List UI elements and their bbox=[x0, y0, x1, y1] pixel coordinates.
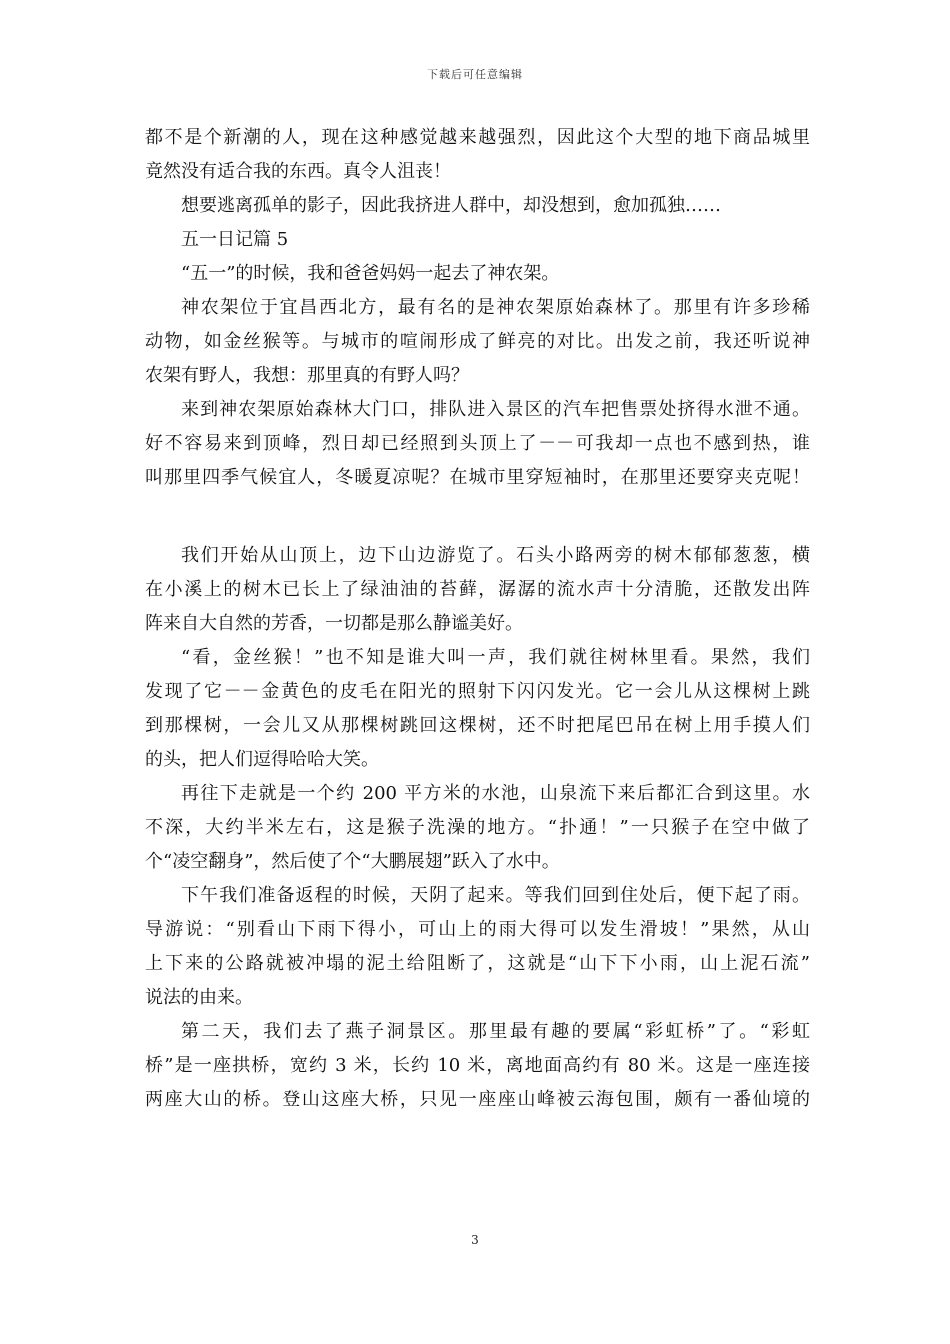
text-line: 不深，大约半米左右，这是猴子洗澡的地方。“扑通！”一只猴子在空中做了 bbox=[145, 817, 810, 838]
text-line: 动物，如金丝猴等。与城市的喧闹形成了鲜亮的对比。出发之前，我还听说神 bbox=[145, 331, 810, 352]
text-line: 在小溪上的树木已长上了绿油油的苔藓，潺潺的流水声十分清脆，还散发出阵 bbox=[145, 579, 810, 600]
text-line: 两座大山的桥。登山这座大桥，只见一座座山峰被云海包围，颇有一番仙境的 bbox=[145, 1089, 810, 1110]
text-line: 都不是个新潮的人，现在这种感觉越来越强烈，因此这个大型的地下商品城里 bbox=[145, 127, 810, 148]
text-line: “五一”的时候，我和爸爸妈妈一起去了神农架。 bbox=[181, 263, 560, 284]
text-line: 叫那里四季气候宜人，冬暖夏凉呢？在城市里穿短袖时，在那里还要穿夹克呢！ bbox=[145, 467, 810, 488]
text-line: 到那棵树，一会儿又从那棵树跳回这棵树，还不时把尾巴吊在树上用手摸人们 bbox=[145, 715, 810, 736]
document-body bbox=[145, 121, 810, 1117]
text-line: 导游说：“别看山下雨下得小，可山上的雨大得可以发生滑坡！”果然，从山 bbox=[145, 919, 810, 940]
page-number: 3 bbox=[471, 1233, 479, 1247]
text-line: 发现了它－－金黄色的皮毛在阳光的照射下闪闪发光。它一会儿从这棵树上跳 bbox=[145, 681, 810, 702]
text-line: 第二天，我们去了燕子洞景区。那里最有趣的要属“彩虹桥”了。“彩虹 bbox=[181, 1021, 810, 1042]
text-line: 神农架位于宜昌西北方，最有名的是神农架原始森林了。那里有许多珍稀 bbox=[181, 297, 810, 318]
text-line: 农架有野人，我想：那里真的有野人吗？ bbox=[145, 365, 469, 386]
section-heading: 五一日记篇 5 bbox=[181, 229, 289, 250]
text-line: 上下来的公路就被冲塌的泥土给阻断了，这就是“山下下小雨，山上泥石流” bbox=[145, 953, 810, 974]
paragraph-gap bbox=[145, 495, 810, 539]
text-line: 再往下走就是一个约 200 平方米的水池，山泉流下来后都汇合到这里。水 bbox=[181, 783, 810, 804]
text-line: 桥”是一座拱桥，宽约 3 米，长约 10 米，离地面高约有 80 米。这是一座连接 bbox=[145, 1055, 810, 1076]
page-header: 下载后可任意编辑 bbox=[427, 68, 523, 81]
text-line: 的头，把人们逗得哈哈大笑。 bbox=[145, 749, 379, 770]
text-line: 好不容易来到顶峰，烈日却已经照到头顶上了－－可我却一点也不感到热，谁 bbox=[145, 433, 810, 454]
text-line: 竟然没有适合我的东西。真令人沮丧！ bbox=[145, 161, 451, 182]
text-line: 我们开始从山顶上，边下山边游览了。石头小路两旁的树木郁郁葱葱，横 bbox=[181, 545, 810, 566]
text-line: 来到神农架原始森林大门口，排队进入景区的汽车把售票处挤得水泄不通。 bbox=[181, 399, 810, 420]
text-line: “看，金丝猴！”也不知是谁大叫一声，我们就往树林里看。果然，我们 bbox=[181, 647, 810, 668]
text-line: 想要逃离孤单的影子，因此我挤进人群中，却没想到，愈加孤独…… bbox=[181, 195, 721, 216]
text-line: 阵来自大自然的芳香，一切都是那么静谧美好。 bbox=[145, 613, 523, 634]
text-line: 个“凌空翻身”，然后使了个“大鹏展翅”跃入了水中。 bbox=[145, 851, 560, 872]
text-line: 下午我们准备返程的时候，天阴了起来。等我们回到住处后，便下起了雨。 bbox=[181, 885, 810, 906]
text-line: 说法的由来。 bbox=[145, 987, 253, 1008]
